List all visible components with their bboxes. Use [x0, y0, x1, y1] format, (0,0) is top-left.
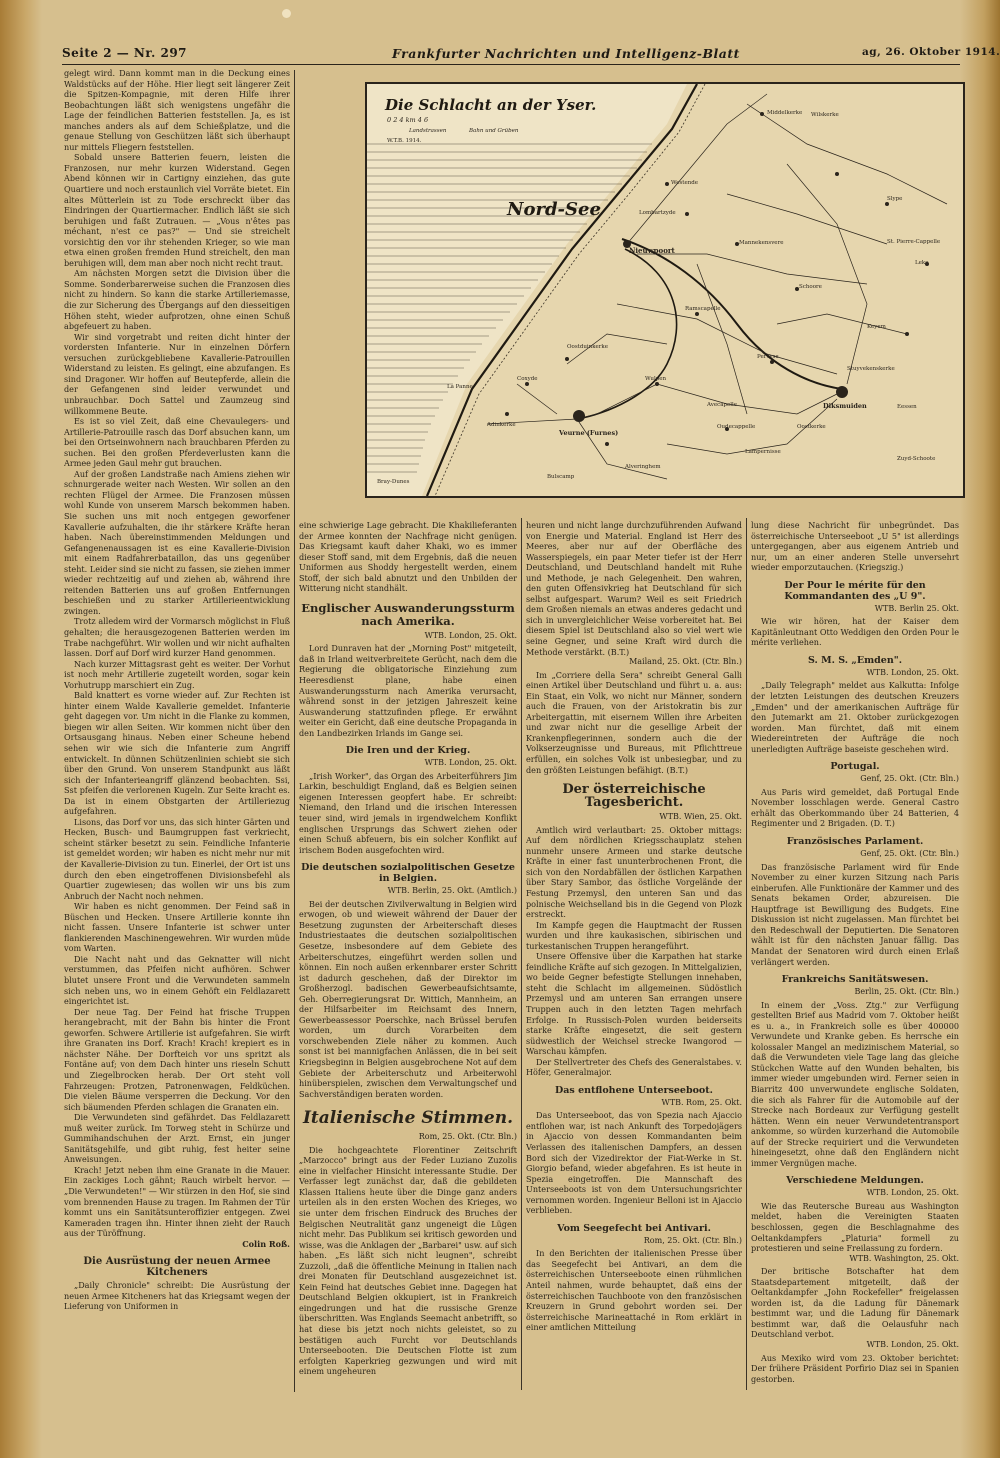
paragraph: In einem der „Voss. Ztg." zur Verfügung gestellten Brief aus Madrid vom 7. Oktober heißt es u. a., in Frankreich solle es über 400000 Verwundete und Kranke geben. Es herrsche ein kolossaler Mangel an medizinischem Material, so daß die Verwundeten viele Tage lang das gleiche Stückchen Watte auf den Wunden behalten, bis immer wieder umgebunden wird. Ferner seien in Biarritz 400 unverwundete englische Soldaten, die sich als Fahrer für die Automobile auf der Strecke nach Bordeaux zur Verfügung gestellt hätten. Wenn ein neuer Verwundetentransport ankomme, so würden kurzerhand die Automobile auf der Strecke requiriert und die Verwundeten hineingesetzt, ohne daß den Engländern nicht immer Vergnügen mache. — [751, 999, 959, 1168]
punch-hole — [282, 9, 291, 18]
dateline: Rom, 25. Okt. (Ctr. Bln.) — [418, 1132, 517, 1142]
paragraph: Krach! Jetzt neben ihm eine Granate in die Mauer. Ein zackiges Loch gähnt; Rauch wirbelt hervor. — „Die Verwundeten!" — Wir stürzen in den Hof, sie sind vom brennenden Hause zu tragen. Im Rahmen der Tür kommt uns ein Sanitätsunteroffizier entgegen. Zwei Kameraden tragen ihn. Hinter ihnen zieht der Rauch aus der Türöffnung. — [64, 1164, 290, 1239]
map-place: Oudecappelle — [717, 424, 756, 430]
map-place: Adinkerke — [487, 422, 516, 428]
article-heading: Frankreichs Sanitätswesen. — [781, 974, 929, 986]
dateline: WTB. London, 25. Okt. — [866, 1340, 959, 1349]
map-credit: W.T.B. 1914. — [387, 138, 422, 144]
map-place: Schoore — [799, 284, 822, 290]
paragraph: Trotz alledem wird der Vormarsch möglichst in Fluß gehalten; die herausgezogenen Batterien werden im Trabe nachgeführt. Wir wollen und wir nicht aufhalten lassen. Dorf auf Dorf wird kurzer Hand genommen. — [64, 616, 290, 659]
dateline: WTB. Rom, 25. Okt. — [661, 1097, 742, 1107]
dateline: Genf, 25. Okt. (Ctr. Bln.) — [860, 774, 959, 784]
paragraph: eine schwierige Lage gebracht. Die Khakilieferanten der Armee konnten der Nachfrage nicht genügen. Das Kriegsamt kauft daher Khaki, wo es immer dieser Stoff sand, mit dem Ergebnis, daß die neuen Uniformen aus Shoddy hergestellt werden, einem Stoff, der sich bald abnutzt und den Unbilden der Witterung nicht standhält. — [299, 520, 517, 594]
map-place: Slype — [887, 196, 903, 202]
article-heading: Der österreichische Tagesbericht. — [562, 782, 706, 811]
paragraph: „Daily Telegraph" meldet aus Kalkutta: Infolge der letzten Leistungen des deutschen Kreuzers „Emden" und der amerikanischen Aufträge für den Jutemarkt am 21. Oktober zurückgezogen worden. Man fürchtet, daß mit einem Wiedereintreten der Aufträge die noch unerledigten Aufträge baseiste geschehen wird. — [751, 680, 959, 754]
map-legend-rail: Bahn und Grüben — [469, 128, 519, 134]
page-number: Seite 2 — Nr. 297 — [62, 46, 188, 60]
map-place: Eessen — [897, 404, 917, 410]
article-heading: S. M. S. „Emden". — [807, 654, 902, 666]
map-place: Avecapelle — [707, 402, 738, 408]
article-heading: Italienische Stimmen. — [302, 1108, 514, 1129]
paragraph: „Irish Worker", das Organ des Arbeiterführers Jim Larkin, beschuldigt England, daß es Belgien seinen eigenen Interessen geopfert habe. Er schreibt: Niemand, den Irland und die irischen Interessen teuer sind, wird jemals in irgendwelchem Konflikt englischen Ursprungs das Schwert ziehen oder einen Schuß abfeuern, bis ein solcher Konflikt auf irischem Boden ausgefochten wird. — [299, 770, 517, 855]
paragraph: Amtlich wird verlautbart: 25. Oktober mittags: Auf dem nördlichen Kriegsschauplatz stehen nunmehr unsere Armeen und starke deutsche Kräfte in einer fast ununterbrochenen Front, die sich von den Nordabfällen der östlichen Karpathen über Stary Sambor, das östliche Vorgelände der Festung Przemysl, den unteren San und das polnische Weichselland bis in die Gegend von Plozk erstreckt. — [526, 824, 742, 920]
map-scale: 0 2 4 km 4 6 — [387, 116, 429, 124]
date-line: ag, 26. Oktober 1914. — [862, 46, 1000, 58]
article-heading: Portugal. — [830, 761, 880, 773]
paragraph: Lisons, das Dorf vor uns, das sich hinter Gärten und Hecken, Busch- und Baumgruppen fast verkriecht, scheint stärker besetzt zu sein. Feindliche Infanterie ist gemeldet worden; wir haben es nicht mehr nur mit der Kavallerie-Division zu tun. Einerlei, der Ort ist uns durch den eben eingetroffenen Divisionsbefehl als Quartier zugewiesen; das wollen wir uns bis zum Anbruch der Nacht noch nehmen. — [64, 816, 290, 901]
map-place: St. Pierre-Cappelle — [887, 239, 941, 245]
paragraph: In den Berichten der italienischen Presse über das Seegefecht bei Antivari, an dem die österreichischen Unterseeboote einen rühmlichen Anteil nahmen, wurde behauptet, daß eins der österreichischen Tauchboote von den französischen Kreuzern in Grund gebohrt worden sei. Der österreichische Marineattaché in Rom erklärt in einer amtlichen Mitteilung — [526, 1248, 742, 1333]
article-heading: Vom Seegefecht bei Antivari. — [557, 1222, 711, 1234]
paragraph: Am nächsten Morgen setzt die Division über die Somme. Sonderbarerweise suchen die Franzosen dies nicht zu hindern. So kann die starke Artilleriemasse, die zur Sicherung des Übergangs auf den diesseitigen Höhen steht, wieder aufprotzen, ohne einen Schuß abgefeuert zu haben. — [64, 268, 290, 332]
dateline: Genf, 25. Okt. (Ctr. Bln.) — [860, 849, 959, 859]
map-place: Wulpen — [645, 376, 667, 382]
map-place: La Panne — [447, 384, 473, 390]
map-place: Oostduinkerke — [567, 344, 609, 350]
dateline: WTB. Berlin, 25. Okt. (Amtlich.) — [387, 886, 517, 896]
map-place: Leke — [915, 260, 929, 266]
map-title: Die Schlacht an der Yser. — [385, 96, 597, 114]
page-edge — [960, 0, 1000, 1458]
column-1 — [64, 68, 290, 1393]
map-place: Veurne (Furnes) — [559, 429, 619, 437]
paragraph: Das französische Parlament wird für Ende November zu einer kurzen Sitzung nach Paris einberufen. Alle Funktionäre der Kammer und des Senats bekamen Order, abzureisen. Die Hauptfrage ist Bewilligung des Budgets. Eine Diskussion ist nicht zugelassen. Man fürchtet bei den Redeschwall der Deputierten. Die Senatoren wählt ist für den nächsten Januar fällig. Das Mandat der Senatoren wird durch einen Erlaß verlängert werden. — [751, 861, 959, 967]
paragraph: Der Stellvertreter des Chefs des Generalstabes. v. Höfer, Generalmajor. — [526, 1056, 742, 1078]
paragraph: heuren und nicht lange durchzuführenden Aufwand von Energie und Material. England ist Herr des Meeres, aber nur auf der Oberfläche des Wasserspiegels, ein paar Meter tiefer ist der Herr Deutschland, und Deutschland handelt mit Ruhe und Methode, je nach Gelegenheit. Den wahren, den guten Offensivkrieg hat Deutschland für sich selbst aufgespart. Warum? Weil es seit Friedrich dem Großen niemals an etwas anderes gedacht und sich in unvergleichlicher Weise vorbereitet hat. Bei diesem Spiel ist Deutschland also so viel wert wie seine Gegner, und seine Kraft wird durch die Methode verstärkt. (B.T.) — [526, 520, 742, 657]
paragraph: gelegt wird. Dann kommt man in die Deckung eines Waldstücks auf der Höhe. Hier liegt seit längerer Zeit die Spitzen-Kompagnie, mit deren Hilfe ihrer Beobachtungen läßt sich wenigstens ungefähr die Lage der feindlichen Batterien feststellen. Ja, es ist manches anders als auf dem Schießplatze, und die genaue Stellung von Geschützen läßt sich überhaupt nur mittels Fliegern feststellen. — [64, 68, 290, 152]
map-place: Westende — [671, 180, 699, 186]
paragraph: Im Kampfe gegen die Hauptmacht der Russen wurden und ihre kaukasischen, sibirischen und turkestanischen Truppen herangeführt. — [526, 919, 742, 951]
map-place: Nieuwpoort — [629, 246, 675, 255]
paragraph: Wie das Reutersche Bureau aus Washington meldet, haben die Vereinigten Staaten beschlossen, gegen die Beschlagnahme des Oeltankdampfers „Platuria" formell zu protestieren und seine Freilassung zu fordern. — [751, 1200, 959, 1254]
article-heading: Die deutschen sozialpolitischen Gesetze in Belgien. — [301, 862, 515, 885]
paragraph: Die hochgeachtete Florentiner Zeitschrift „Marzocco" bringt aus der Feder Luziano Zuzolis eine in vielfacher Hinsicht interessante Studie. Der Verfasser legt zunächst dar, daß die gebildeten Klassen Italiens heute über die Dinge ganz anders urteilen als in den ersten Wochen des Krieges, wo sie unter dem frischen Eindruck des Bruches der Belgischen Neutralität ganz ungeneigt die Lügen nicht mehr. Das Publikum sei kritisch geworden und wisse, was die Anklagen der „Barbarei" usw. auf sich haben. „Es läßt sich nicht leugnen", schreibt Zuzzoli, „daß die öffentliche Meinung in Italien nach drei Monaten für Deutschland ausgezeichnet ist. Kein Feind hat deutsches Gebiet inne. Dagegen hat Deutschland Belgien okkupiert, ist in Frankreich eingedrungen und hat die russische Grenze überschritten. Was Englands Seemacht anbetrifft, so hat diese bis jetzt noch nichts geleistet, so zu bestätigen auch Furcht vor Deutschlands Unterseebooten. Die Deutschen Flotte ist zum erfolgten Kaperkrieg gezwungen und wird mit einem ungeheuren — [299, 1144, 517, 1377]
battle-map — [365, 82, 965, 498]
paragraph: Nach kurzer Mittagsrast geht es weiter. Der Vorhut ist noch mehr Artillerie zugeteilt worden, sogar kein Vorhutrupp marschiert ein Zug. — [64, 658, 290, 690]
paragraph: „Daily Chronicle" schreibt: Die Ausrüstung der neuen Armee Kitcheners hat das Kriegsamt wegen der Lieferung von Uniformen in — [64, 1280, 290, 1312]
paragraph: Sobald unsere Batterien feuern, leisten die Franzosen, nur mehr kurzen Widerstand. Gegen Abend können wir in Cartigny einziehen, das gute Quartiere und noch erstaunlich viel Vorräte bietet. Ein altes Mütterlein ist zu Tode erschreckt über das Eindringen der Quartiermacher. Endlich läßt sie sich beruhigen und faßt Zutrauen. — „Vous n'êtes pas méchant, n'est ce pas?" — Und sie streichelt vorsichtig den vor ihr stehenden Krieger, so wie man etwa einen großen fremden Hund streichelt, den man beruhigen will, dem man aber noch nicht recht traut. — [64, 152, 290, 268]
map-place: Diksmuiden — [823, 402, 867, 410]
paragraph: Auf der großen Landstraße nach Amiens ziehen wir schnurgerade weiter nach Westen. Wir sollen an den rechten Flügel der Armee. Die Franzosen müssen wohl Kunde von unserem Marsch bekommen haben. Sie suchen uns mit noch entgegen geworfener Kavallerie aufzuhalten, die ihr stärkere Kräfte heran haben. Nach übereinstimmenden Meldungen und Gefangenenaussagen ist es eine Kavallerie-Division mit einem Radfahrerbataillon, das uns gegenüber steht. Leider sind sie nicht zu fassen, sie ziehen immer wieder rechtzeitig auf und ziehen ab, während ihre reitenden Batterien uns auf großen Entfernungen beschießen und zu starker Artillerieentwicklung zwingen. — [64, 468, 290, 616]
dateline: WTB. Berlin 25. Okt. — [874, 603, 959, 613]
paragraph: Aus Paris wird gemeldet, daß Portugal Ende November losschlagen werde. General Castro erhält das Oberkommando über 24 Batterien, 4 Regimenter und 2 Brigaden. (D. T.) — [751, 786, 959, 829]
map-place: Bulscamp — [547, 474, 575, 480]
map-place: Middelkerke — [767, 110, 803, 116]
map-legend-roads: Landstrassen — [409, 128, 447, 134]
dateline: WTB. London, 25. Okt. — [866, 1188, 959, 1198]
map-sea-label: Nord-See — [507, 199, 601, 220]
paragraph: lung diese Nachricht für unbegründet. Das österreichische Unterseeboot „U 5" ist allerdings untergegangen, aber aus eigenem Antrieb und nur, um an einer anderen Stelle unversehrt wieder emporzutauchen. (Kriegszig.) — [751, 520, 959, 573]
paragraph: Bei der deutschen Zivilverwaltung in Belgien wird erwogen, ob und wieweit während der Dauer der Besetzung zugunsten der Arbeiterschaft dieses Industriestaates die deutschen sozialpolitischen Gesetze, insbesondere auf dem Gebiete des Arbeiterschutzes, eingeführt werden sollen und können. Ein noch außen erkennbarer erster Schritt ist dadurch geschehen, daß der Direktor im Großherzogl. badischen Gewerbeaufsichtsamte, Geh. Oberregierungsrat Dr. Wittich, Mannheim, an der Hilfsarbeiter im Reichsamt des Innern, Gewerbeassessor Poerschke, nach Brüssel berufen worden, um durch Vorarbeiten dem vorschwebenden Ziele näher zu kommen. Auch sonst ist bei mannigfachen Anlässen, die in bei seit Kriegsbeginn in Belgien ausgebrochene Not auf dem Gebiete der Arbeiterschutz und Arbeiterwohl hinüberspielen, zwischen dem Verwaltungschef und Sachverständigen beraten worden. — [299, 898, 517, 1099]
paragraph: Die Verwundeten sind gefährdet. Das Feldlazarett muß weiter zurück. Im Torweg steht in Schürze und Gummihandschuhen der Arzt. Ernst, ein junger Sanitätsgehilfe, und gibt ruhig, fest heiter seine Anweisungen. — [64, 1112, 290, 1165]
dateline: Rom, 25. Okt. (Ctr. Bln.) — [643, 1235, 742, 1245]
paragraph: Bald knattert es vorne wieder auf. Zur Rechten ist hinter einem Walde Kavallerie gemeldet. Infanterie geht dagegen vor. Um nicht in die Flanke zu kommen, biegen wir allen Seiten. Wir kommen nicht über den Ortsausgang hinaus. Neben einer Scheune hebend sehen wir wie sich die Infanterie zum Angriff entwickelt. In dünnen Schützenlinien schiebt sie sich über den Grund. Von unserem Standpunkt aus läßt sich der Infanterieangriff glänzend beobachten. Ssi, Sst pfeifen die verlorenen Kugeln. Zur Seite kracht es. Da ist in einem Obstgarten der Artilleriezug aufgefahren. — [64, 690, 290, 817]
article-heading: Das entflohene Unterseeboot. — [555, 1084, 713, 1096]
paragraph: Im „Corriere della Sera" schreibt General Galli einen Artikel über Deutschland und führt u. a. aus: Ein Staat, ein Volk, wo nicht nur Männer, sondern auch die Frauen, von der Aristokratin bis zur Arbeitergattin, mit eisernem Willen ihre Arbeiten und zwar nicht nur die gesellige Arbeit der Krankenpflegerinnen, sondern auch die der Volkserzeugnisse und Bureaus, mit Pflichttreue erfüllen, ein solches Volk ist unbesiegbar, und zu den größten Leistungen befähigt. (B.T.) — [526, 669, 742, 775]
column-2 — [299, 520, 517, 1390]
paragraph: Lord Dunraven hat der „Morning Post" mitgeteilt, daß in Irland weitverbreitete Gerücht, nach dem die Regierung die obligatorische Einziehung zum Heeresdienst plane, habe einen Auswanderungssturm nach Amerika verursacht, während sonst in der jetzigen Jahreszeit keine Auswanderung stattzufinden pflege. Er erwähnt weiter ein Gericht, daß eine deutsche Propaganda in den Landbezirken Irlands im Gange sei. — [299, 643, 517, 738]
map-place: Alveringhem — [625, 464, 661, 470]
dateline: WTB. London, 25. Okt. — [866, 667, 959, 677]
article-heading: Englischer Auswanderungssturm nach Amerika. — [301, 600, 515, 628]
paragraph: Die Nacht naht und das Geknatter will nicht verstummen, das Pfeifen nicht aufhören. Schwer blutet unsere Front und die Verwundeten sammeln sich neben uns, wo in einem Gehöft ein Feldlazarett eingerichtet ist. — [64, 953, 290, 1007]
masthead: Frankfurter Nachrichten und Intelligenz-Blatt — [392, 46, 740, 61]
map-place: Oostkerke — [797, 424, 826, 430]
map-place: Ramscapelle — [685, 306, 721, 312]
dateline: Mailand, 25. Okt. (Ctr. Bln.) — [629, 657, 742, 667]
author-signature: Colin Roß. — [242, 1238, 290, 1249]
article-heading: Französisches Parlament. — [786, 836, 924, 848]
header-rule — [62, 64, 960, 65]
map-graphic — [367, 84, 963, 496]
column-divider — [746, 518, 747, 1390]
map-place: Stuyvekenskerke — [847, 366, 895, 372]
column-3 — [526, 520, 742, 1390]
binding-edge — [0, 0, 42, 1458]
dateline: WTB. London, 25. Okt. — [424, 630, 517, 640]
article-heading: Die Ausrüstung der neuen Armee Kitcheners — [83, 1256, 271, 1279]
column-divider — [294, 70, 295, 1392]
dateline: WTB. London, 25. Okt. — [424, 758, 517, 768]
map-place: Mannekensvere — [739, 240, 784, 246]
map-place: Pervyse — [757, 354, 779, 360]
paragraph: Wir sind vorgetrabt und reiten dicht hinter der vordersten Infanterie. Nur in einzelnen Dörfern versuchen zurückgebliebene Kavallerie-Patrouillen Widerstand zu leisten. Es gelingt, eine abzufangen. Es sind Dragoner. Wir hoffen auf Beutepferde, allein die der Gefangenen sind leider verwundet und unbrauchbar. Doch Sattel und Zaumzeug sind willkommene Beute. — [64, 331, 290, 416]
paragraph: Wie wir hören, hat der Kaiser dem Kapitänleutnant Otto Weddigen den Orden Pour le mérite verliehen. — [751, 616, 959, 648]
map-place: Lombartzyde — [639, 210, 676, 216]
dateline: Berlin, 25. Okt. (Ctr. Bln.) — [854, 987, 959, 997]
dateline: WTB. Washington, 25. Okt. — [849, 1253, 959, 1263]
dateline: WTB. Wien, 25. Okt. — [659, 812, 742, 822]
article-heading: Die Iren und der Krieg. — [345, 745, 471, 757]
map-place: Keyem — [867, 324, 886, 330]
paragraph: Aus Mexiko wird vom 23. Oktober berichtet: Der frühere Präsident Porfirio Diaz sei in Spanien gestorben. — [751, 1352, 959, 1384]
article-heading: Der Pour le mérite für den Kommandanten des „U 9". — [784, 579, 926, 602]
column-divider — [521, 518, 522, 1390]
map-place: Wilskerke — [811, 112, 839, 118]
column-4 — [751, 520, 959, 1390]
map-place: Lampernisse — [745, 449, 781, 455]
map-place: Bray-Dunes — [377, 479, 410, 485]
paragraph: Der neue Tag. Der Feind hat frische Truppen herangebracht, mit der Bahn bis hinter die Front geworfen. Schwere Artillerie ist aufgefahren. Sie wirft ihre Granaten ins Dorf. Krach! Krach! krepiert es in nächster Nähe. Der Dorfteich vor uns spritzt als Fontäne auf; von dem Dach hinter uns rieseln Schutt und Ziegelbrocken herab. Der Ort steht voll Fahrzeugen: Protzen, Patronenwagen, Feldküchen. Die vielen Bäume versperren die Deckung. Vor den sich bäumenden Pferden schlagen die Granaten ein. — [64, 1006, 290, 1112]
paragraph: Es ist so viel Zeit, daß eine Chevaulegers- und Artillerie-Patrouille rasch das Dorf absuchen kann, um bei den Ortseinwohnern nach brauchbaren Pferden zu suchen. Bei den großen Pferdeverlusten kann die Armee jeden Gaul mehr gut brauchen. — [64, 416, 290, 469]
paragraph: Das Unterseeboot, das von Spezia nach Ajaccio entflohen war, ist nach Ankunft des Torpedojägers in Ajaccio von dessen Kommandanten beim Verlassen des italienischen Dampfers, an dessen Bord sich der Vizedirektor der Fiat-Werke in St. Giorgio befand, wieder abgefahren. Es ist heute in Spezia eingetroffen. Die Mannschaft des Unterseeboots ist von dem Untersuchungsrichter vernommen worden. Ingenieur Belloni ist in Ajaccio verblieben. — [526, 1110, 742, 1216]
map-place: Zuyd-Schoote — [897, 456, 936, 462]
paragraph: Der britische Botschafter hat dem Staatsdepartement mitgeteilt, daß der Oeltankdampfer „John Rockefeller" freigelassen worden ist, da die Ladung für Dänemark bestimmt war, und die Ladung für Dänemark bestimmt war, daß die Oelausfuhr nach Deutschland verbot. — [751, 1266, 959, 1340]
article-heading: Verschiedene Meldungen. — [786, 1175, 924, 1187]
map-place: Coxyde — [517, 376, 538, 382]
paragraph: Wir haben es nicht genommen. Der Feind saß in Büschen und Hecken. Unsere Artillerie konnte ihn nicht fassen. Unsere Infanterie ist schwer unter flankierenden Maschinengewehren. Wir wurden müde vom Warten. — [64, 901, 290, 954]
paragraph: Unsere Offensive über die Karpathen hat starke feindliche Kräfte auf sich gezogen. In Mittelgalizien, wo beide Gegner befestigte Stellungen innehaben, steht die Schlacht im allgemeinen. Südöstlich Przemysl und am unteren San errangen unsere Truppen auch in den letzten Tagen mehrfach Erfolge. In Russisch-Polen wurden beiderseits starke Kräfte eingesetzt, die seit gestern südwestlich der Weichsel strecke Iwangorod — Warschau kämpfen. — [526, 951, 742, 1057]
